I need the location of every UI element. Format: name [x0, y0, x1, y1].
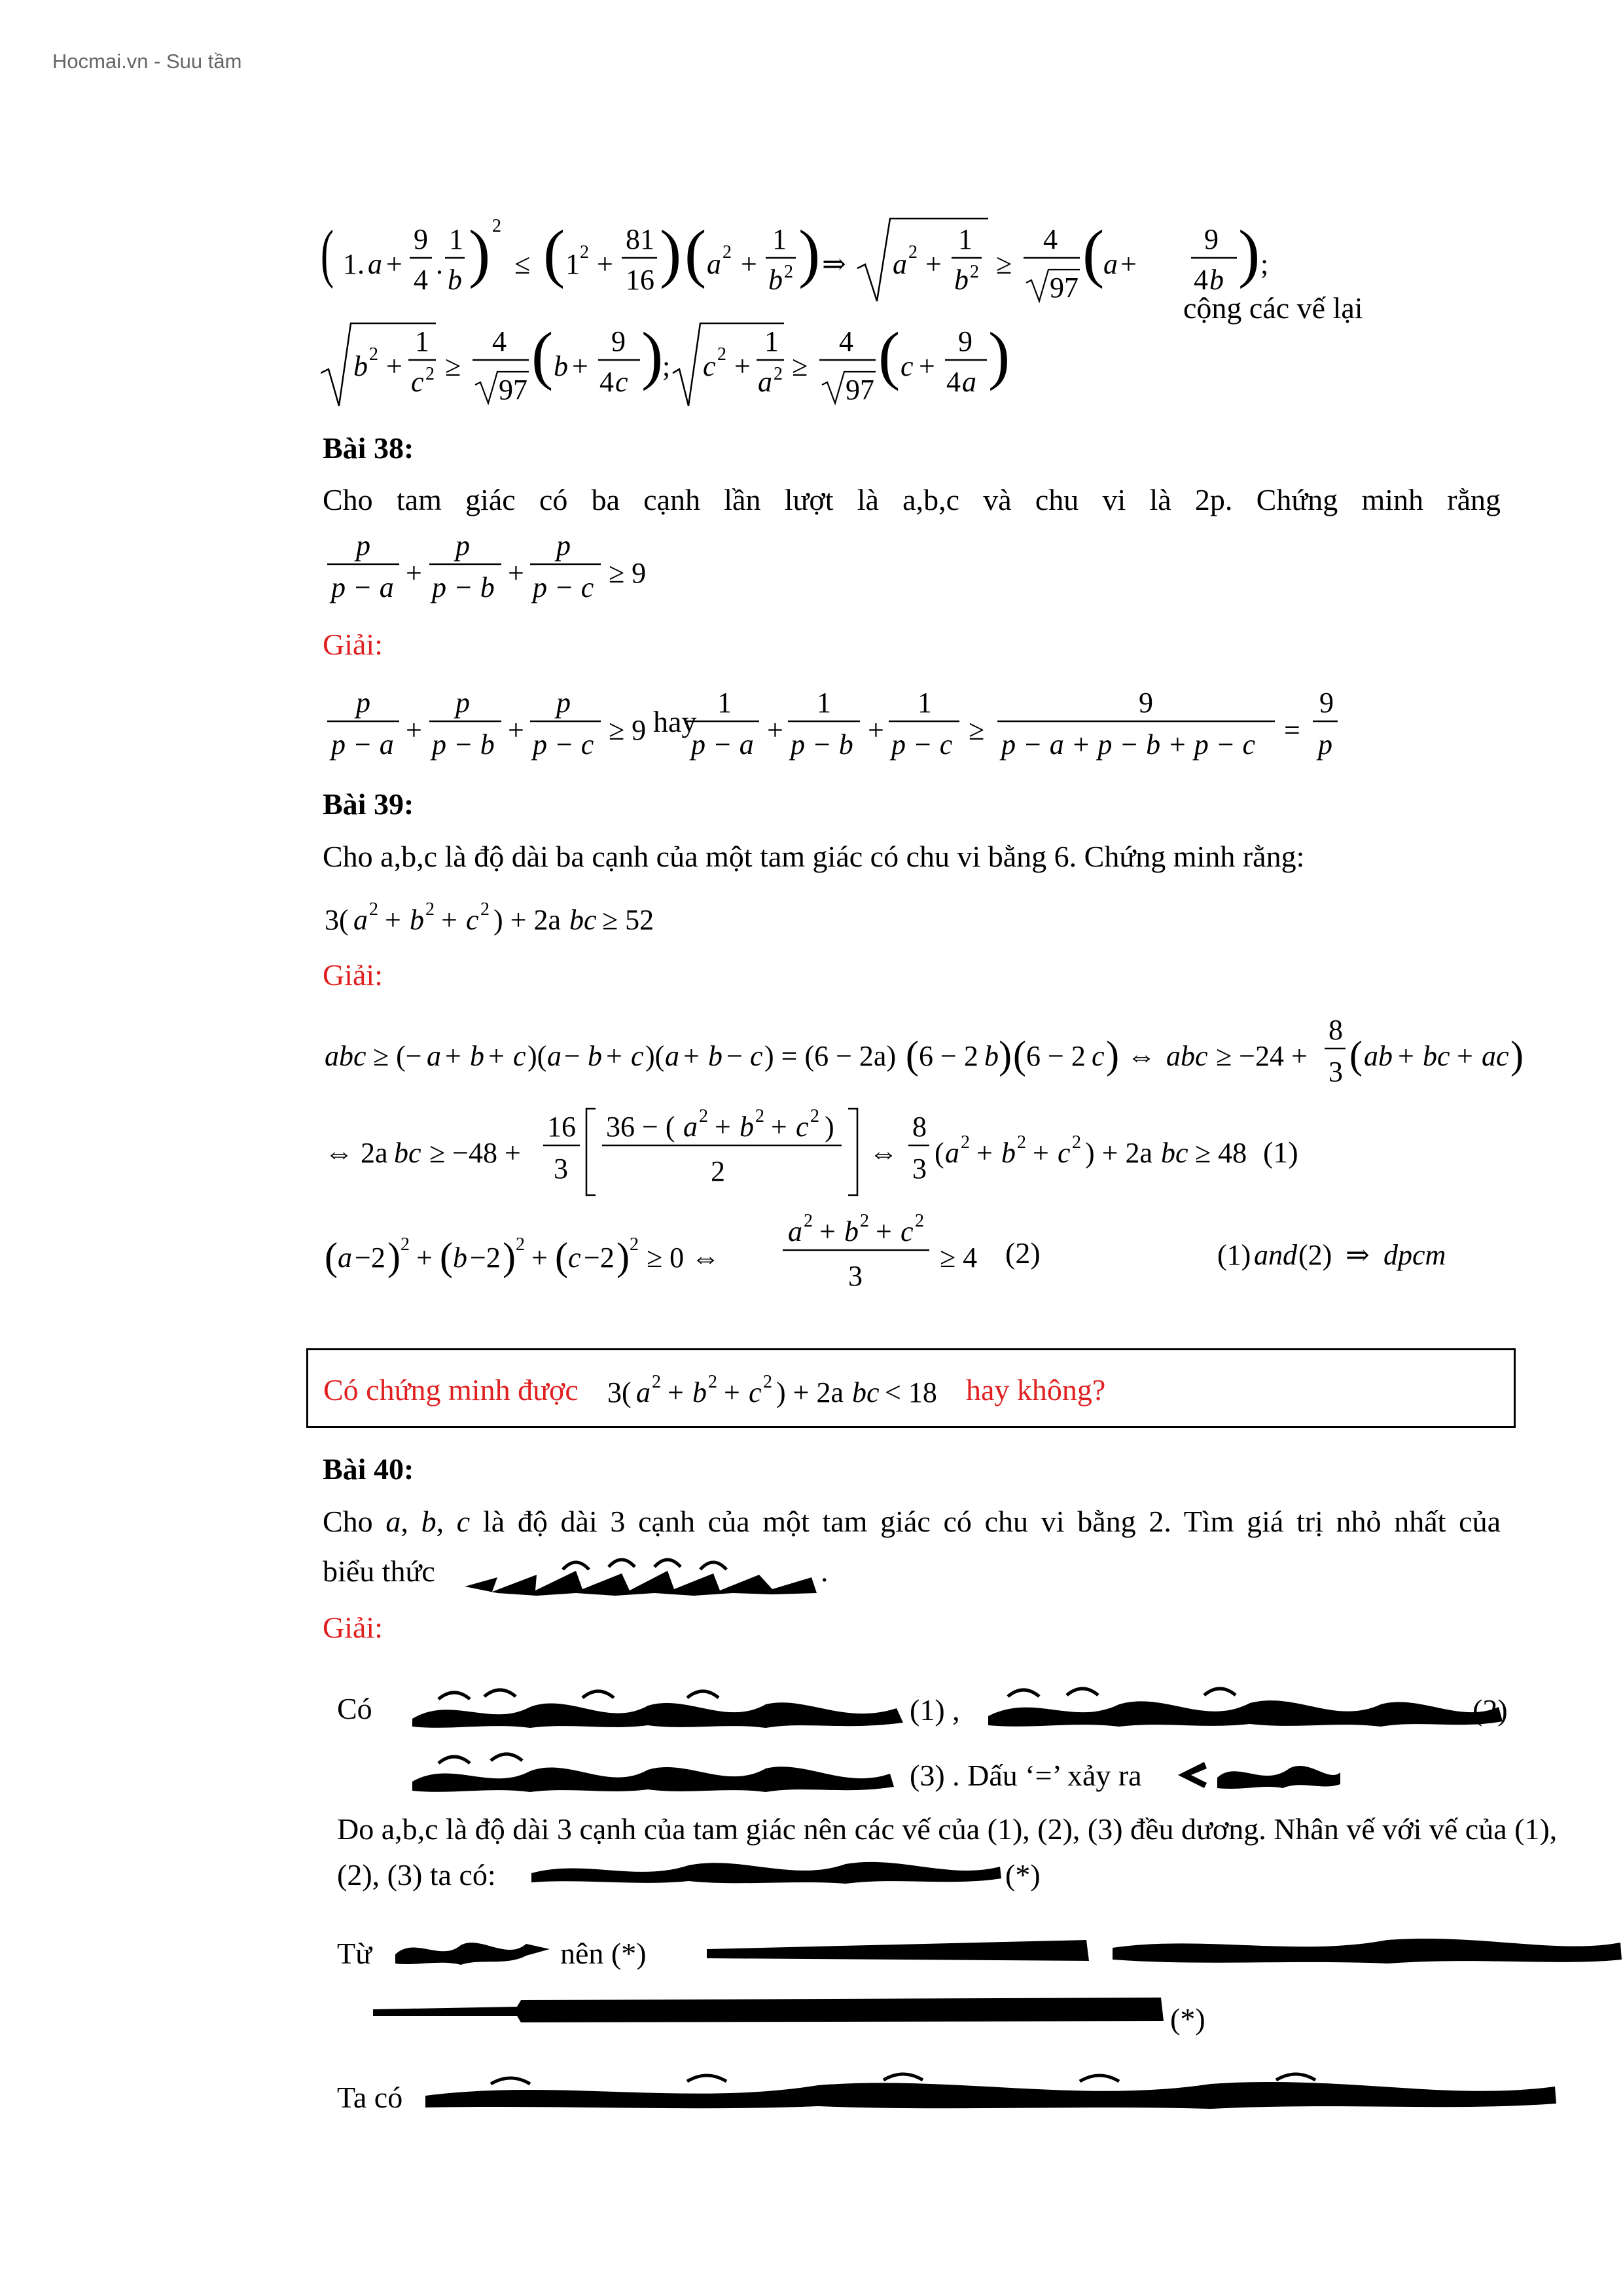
svg-text:): ) — [469, 217, 491, 289]
svg-text:1: 1 — [717, 687, 732, 719]
svg-text:c: c — [1058, 1137, 1071, 1169]
svg-text:p: p — [556, 687, 571, 719]
svg-text:2: 2 — [722, 242, 732, 262]
bai38-statement: Cho tam giác có ba cạnh lần lượt là a,b,c và chu vi là 2p. Chứng minh rằng — [323, 483, 1501, 516]
bai40-heading: Bài 40: — [323, 1452, 414, 1486]
svg-text:+: + — [1457, 1040, 1473, 1072]
bai40-label-1: (1) , — [910, 1693, 960, 1727]
svg-text:≥ −24 +: ≥ −24 + — [1216, 1040, 1308, 1072]
svg-text:+: + — [1120, 248, 1137, 280]
svg-text:2: 2 — [425, 899, 435, 920]
svg-text:b: b — [984, 1040, 999, 1072]
bai40-statement — [323, 1504, 1501, 1539]
question-math — [607, 1365, 974, 1415]
svg-text:ab: ab — [1364, 1040, 1393, 1072]
svg-text:): ) — [999, 1033, 1012, 1077]
svg-text:81: 81 — [626, 223, 654, 255]
svg-text:2: 2 — [804, 1211, 813, 1231]
svg-text:): ) — [503, 1235, 516, 1278]
svg-text:+: + — [683, 1040, 700, 1072]
svg-text:2: 2 — [480, 899, 490, 920]
svg-text:bc: bc — [394, 1137, 421, 1169]
svg-text:9: 9 — [1204, 223, 1219, 255]
svg-text:c: c — [411, 366, 424, 398]
svg-text:a: a — [962, 366, 976, 398]
corrupted-condition — [395, 1929, 552, 1969]
svg-text:1.: 1. — [343, 248, 365, 280]
svg-text:(: ( — [878, 319, 901, 391]
corrupted-equality-condition — [1178, 1749, 1342, 1795]
svg-text:+: + — [771, 1111, 787, 1143]
svg-text:2: 2 — [763, 1372, 772, 1392]
svg-text:c: c — [749, 1376, 762, 1408]
svg-text:a: a — [707, 248, 721, 280]
svg-text:+: + — [767, 714, 783, 746]
intro-note: cộng các vế lại — [1183, 291, 1363, 325]
corrupted-formula-1 — [412, 1682, 910, 1734]
svg-text:+: + — [508, 557, 524, 589]
svg-text:p − a: p − a — [331, 728, 394, 761]
svg-text:b: b — [692, 1376, 707, 1408]
svg-text:2: 2 — [516, 1234, 525, 1255]
svg-text:+: + — [488, 1040, 505, 1072]
svg-text:c: c — [901, 350, 914, 382]
bai39-heading: Bài 39: — [323, 787, 414, 821]
svg-text:4: 4 — [599, 366, 614, 398]
svg-text:< 18: < 18 — [885, 1376, 937, 1408]
svg-text:): ) — [641, 319, 664, 391]
svg-text:≥ 9: ≥ 9 — [609, 714, 647, 746]
svg-text:(: ( — [1013, 1033, 1026, 1077]
svg-text:b: b — [588, 1040, 602, 1072]
bai39-label-1: (1) — [1263, 1136, 1298, 1169]
svg-text:≥: ≥ — [792, 350, 808, 382]
svg-text:b: b — [410, 904, 424, 936]
svg-text:1: 1 — [449, 223, 463, 255]
svg-text:+: + — [734, 350, 751, 382]
svg-text:a: a — [683, 1111, 698, 1143]
redacted-block-3 — [425, 2070, 1558, 2115]
svg-text:4: 4 — [1194, 264, 1208, 296]
svg-text:bc: bc — [1423, 1040, 1450, 1072]
svg-text:b: b — [448, 264, 462, 296]
svg-text:b: b — [353, 350, 368, 382]
svg-text:b: b — [554, 350, 568, 382]
svg-text:(: ( — [935, 1137, 944, 1169]
svg-text:bc: bc — [1161, 1137, 1188, 1169]
svg-text:6 − 2: 6 − 2 — [1026, 1040, 1086, 1072]
svg-text:p − b: p − b — [432, 571, 495, 603]
svg-text:+: + — [919, 350, 935, 382]
svg-text:16: 16 — [626, 264, 654, 296]
svg-text:≥ 48: ≥ 48 — [1195, 1137, 1247, 1169]
svg-text:⇒: ⇒ — [822, 248, 846, 280]
svg-text:+: + — [406, 714, 422, 746]
svg-text:97: 97 — [499, 374, 527, 406]
bai39-step1 — [325, 1008, 1581, 1100]
bai40-label-2: (2) — [1472, 1693, 1508, 1727]
svg-text:2: 2 — [908, 242, 918, 262]
svg-text:+: + — [406, 557, 422, 589]
svg-text:3(: 3( — [325, 904, 349, 936]
bai38-heading: Bài 38: — [323, 431, 414, 465]
svg-text:(: ( — [543, 217, 565, 289]
svg-text:(: ( — [1082, 217, 1105, 289]
svg-text:4: 4 — [946, 366, 961, 398]
svg-text:): ) — [1106, 1033, 1119, 1077]
svg-text:−2: −2 — [470, 1242, 501, 1274]
svg-text:3(: 3( — [607, 1376, 632, 1408]
svg-text:+: + — [741, 248, 757, 280]
svg-text:c: c — [615, 366, 628, 398]
svg-text:−2: −2 — [584, 1242, 615, 1274]
svg-text:c: c — [631, 1040, 644, 1072]
svg-text:+: + — [597, 248, 613, 280]
corrupted-formula-3 — [412, 1746, 897, 1799]
svg-text:p: p — [356, 529, 370, 562]
svg-text:≥ 9: ≥ 9 — [609, 557, 647, 589]
svg-text:a: a — [945, 1137, 959, 1169]
svg-text:a: a — [893, 248, 907, 280]
svg-text:a: a — [547, 1040, 562, 1072]
svg-text:97: 97 — [846, 374, 874, 406]
svg-text:(: ( — [685, 217, 707, 289]
svg-text:+: + — [531, 1242, 548, 1274]
svg-text:b: b — [1209, 264, 1224, 296]
svg-text:8: 8 — [912, 1111, 927, 1143]
svg-text:2: 2 — [401, 1234, 410, 1255]
svg-text:(: ( — [321, 217, 334, 289]
svg-text:≥ −48 +: ≥ −48 + — [429, 1137, 521, 1169]
corrupted-formula-image — [458, 1551, 825, 1604]
svg-text:b: b — [768, 264, 783, 296]
svg-text:a: a — [368, 248, 382, 280]
svg-text:3: 3 — [554, 1153, 568, 1185]
svg-text:+: + — [386, 248, 402, 280]
svg-text:9: 9 — [1139, 687, 1153, 719]
svg-text:3: 3 — [1329, 1056, 1343, 1088]
svg-text:1: 1 — [817, 687, 831, 719]
svg-text:2: 2 — [492, 216, 501, 236]
intro-inequality-line2 — [321, 308, 1041, 412]
bai39-solution-label: Giải: — [323, 958, 383, 992]
bai39-label-2: (2) — [1005, 1236, 1041, 1270]
svg-text:p − c: p − c — [533, 571, 594, 603]
svg-text:2: 2 — [708, 1372, 717, 1392]
svg-text:2: 2 — [774, 364, 783, 384]
bai40-label-3: (3) . Dấu ‘=’ xảy ra — [910, 1759, 1142, 1792]
svg-text:⇒: ⇒ — [1346, 1239, 1370, 1271]
bai38-solution-label: Giải: — [323, 628, 383, 661]
svg-text:≥ 52: ≥ 52 — [602, 904, 654, 936]
svg-text:+: + — [1033, 1137, 1049, 1169]
svg-text:(: ( — [1349, 1033, 1363, 1077]
svg-text:c: c — [901, 1215, 914, 1247]
svg-text:b: b — [1001, 1137, 1016, 1169]
svg-text:c: c — [750, 1040, 763, 1072]
svg-text:a: a — [427, 1040, 441, 1072]
svg-text:p: p — [356, 687, 370, 719]
svg-text:+: + — [572, 350, 588, 382]
bai38-claim — [327, 524, 720, 615]
svg-text:): ) — [1238, 217, 1260, 289]
svg-text:2: 2 — [369, 344, 378, 365]
svg-text:1: 1 — [918, 687, 932, 719]
svg-text:6 − 2: 6 − 2 — [919, 1040, 978, 1072]
svg-text:+: + — [715, 1111, 731, 1143]
corrupted-product-formula — [531, 1850, 1003, 1889]
svg-text:and: and — [1254, 1239, 1297, 1271]
question-text-after: hay không? — [966, 1373, 1106, 1407]
svg-text:+: + — [868, 714, 884, 746]
svg-text:c: c — [513, 1040, 526, 1072]
svg-text:b: b — [453, 1242, 467, 1274]
svg-text:): ) — [660, 217, 682, 289]
svg-text:2: 2 — [699, 1106, 708, 1126]
bai40-star: (*) — [1005, 1858, 1041, 1892]
svg-text:) + 2a: ) + 2a — [1085, 1137, 1152, 1169]
bai39-statement: Cho a,b,c là độ dài ba cạnh của một tam giác có chu vi bằng 6. Chứng minh rằng: — [323, 840, 1305, 873]
svg-text:(: ( — [906, 1033, 919, 1077]
bai39-conclusion — [1217, 1230, 1479, 1276]
svg-text:c: c — [796, 1111, 809, 1143]
svg-text:2: 2 — [784, 262, 793, 282]
svg-text:≥: ≥ — [445, 350, 461, 382]
svg-text:b: b — [844, 1215, 859, 1247]
svg-text:p − a: p − a — [691, 728, 754, 761]
svg-text:9: 9 — [611, 325, 626, 357]
bai39-claim — [325, 890, 691, 949]
svg-text:2: 2 — [961, 1132, 970, 1153]
svg-text:+: + — [819, 1215, 836, 1247]
svg-text:) + 2a: ) + 2a — [493, 904, 561, 936]
svg-text:−: − — [726, 1040, 743, 1072]
svg-text:+: + — [508, 714, 524, 746]
svg-text:+: + — [724, 1376, 740, 1408]
svg-text:≤: ≤ — [514, 248, 531, 280]
svg-text:2: 2 — [369, 899, 378, 920]
svg-text:+: + — [876, 1215, 892, 1247]
corrupted-formula-2 — [988, 1681, 1505, 1733]
svg-text:+: + — [1398, 1040, 1414, 1072]
svg-text:1: 1 — [772, 223, 787, 255]
svg-text:2: 2 — [580, 242, 589, 262]
svg-text:+: + — [668, 1376, 684, 1408]
svg-text:1: 1 — [415, 325, 429, 357]
svg-text:): ) — [798, 217, 821, 289]
svg-text:p: p — [455, 687, 470, 719]
bai40-statement-part-3: là độ dài 3 cạnh của một tam giác có chu vi bằng 2. Tìm giá trị nhỏ nhất của — [470, 1505, 1501, 1538]
svg-text:p − b: p − b — [791, 728, 853, 761]
svg-text:97: 97 — [1050, 272, 1079, 304]
svg-text:p − a: p − a — [331, 571, 394, 603]
svg-text:p − c: p − c — [891, 728, 953, 761]
bai40-statement-line2: biểu thức — [323, 1554, 435, 1588]
redacted-block-1 — [707, 1931, 1623, 1970]
svg-text:abc: abc — [325, 1040, 366, 1072]
bai40-taco: Ta có — [337, 2081, 403, 2114]
svg-text:2: 2 — [1072, 1132, 1081, 1153]
bai40-statement-vars: a, b, c — [385, 1505, 471, 1538]
svg-text:)(: )( — [645, 1040, 665, 1072]
svg-text:−2: −2 — [355, 1242, 385, 1274]
bai39-step3 — [325, 1204, 1058, 1309]
svg-text:≥ 4: ≥ 4 — [940, 1242, 978, 1274]
bai40-co: Có — [337, 1692, 372, 1725]
svg-text:b: b — [708, 1040, 722, 1072]
svg-text:c: c — [568, 1242, 581, 1274]
svg-text:): ) — [825, 1111, 834, 1143]
svg-text:(: ( — [555, 1235, 568, 1278]
redacted-block-2 — [373, 1990, 1165, 2029]
bai40-statement-part-1: Cho — [323, 1505, 386, 1538]
svg-text:+: + — [386, 350, 402, 382]
svg-text:): ) — [1510, 1033, 1524, 1077]
svg-text:9: 9 — [958, 325, 972, 357]
svg-text:a: a — [636, 1376, 651, 1408]
svg-text:bc: bc — [852, 1376, 880, 1408]
question-text-before: Có chứng minh được — [323, 1373, 579, 1407]
svg-text:abc: abc — [1166, 1040, 1208, 1072]
svg-text:9: 9 — [1319, 687, 1334, 719]
svg-text:+: + — [976, 1137, 993, 1169]
svg-text:(2): (2) — [1298, 1239, 1332, 1271]
svg-text:4: 4 — [839, 325, 853, 357]
svg-text:.: . — [436, 248, 443, 280]
svg-text:⇔: ⇔ — [869, 1137, 898, 1169]
svg-text:bc: bc — [569, 904, 597, 936]
svg-text:(: ( — [325, 1235, 338, 1278]
svg-text:3: 3 — [912, 1153, 927, 1185]
svg-text:⇔: ⇔ — [1127, 1040, 1156, 1072]
svg-text:+: + — [416, 1242, 433, 1274]
svg-text:8: 8 — [1329, 1014, 1343, 1046]
bai40-reason: Do a,b,c là độ dài 3 cạnh của tam giác nên các vế của (1), (2), (3) đều dương. Nhân vế với vế của (1), — [337, 1812, 1558, 1846]
svg-text:p: p — [556, 529, 571, 562]
svg-text:) = (6 − 2a): ) = (6 − 2a) — [764, 1040, 897, 1072]
svg-text:(: ( — [440, 1235, 453, 1278]
intro-inequality-line1 — [321, 209, 1191, 314]
svg-text:a: a — [1103, 248, 1118, 280]
svg-text:=: = — [1284, 714, 1300, 746]
svg-text:) + 2a: ) + 2a — [776, 1376, 844, 1408]
bai40-tu: Từ — [337, 1937, 372, 1970]
svg-text:): ) — [988, 319, 1010, 391]
svg-text:b: b — [470, 1040, 484, 1072]
svg-text:+: + — [441, 904, 457, 936]
svg-text:9: 9 — [414, 223, 428, 255]
svg-text:2: 2 — [1017, 1132, 1026, 1153]
svg-text:1: 1 — [958, 223, 972, 255]
svg-text:2: 2 — [915, 1211, 924, 1231]
bai40-solution-label: Giải: — [323, 1611, 383, 1644]
svg-text:2: 2 — [970, 262, 979, 282]
svg-text:ac: ac — [1482, 1040, 1509, 1072]
svg-text:≥: ≥ — [996, 248, 1012, 280]
bai40-reason-line2: (2), (3) ta có: — [337, 1858, 496, 1892]
svg-text:2: 2 — [425, 364, 435, 384]
svg-text:;: ; — [1260, 248, 1269, 280]
svg-text:⇔ 2a: ⇔ 2a — [325, 1137, 388, 1169]
svg-text:a: a — [338, 1242, 352, 1274]
svg-text:+: + — [445, 1040, 461, 1072]
svg-text:4: 4 — [1043, 223, 1058, 255]
svg-text:4: 4 — [414, 264, 428, 296]
svg-text:c: c — [466, 904, 479, 936]
svg-text:4: 4 — [492, 325, 507, 357]
bai39-step2 — [325, 1100, 1346, 1204]
bai38-solution — [327, 681, 1348, 772]
svg-text:1: 1 — [764, 325, 779, 357]
svg-text:2: 2 — [652, 1372, 661, 1392]
svg-text:1: 1 — [565, 248, 580, 280]
svg-text:2: 2 — [630, 1234, 639, 1255]
svg-text:p − b: p − b — [432, 728, 495, 761]
svg-text:p − c: p − c — [533, 728, 594, 761]
svg-text:+: + — [385, 904, 401, 936]
svg-text:p − a + p − b + p − c: p − a + p − b + p − c — [1001, 728, 1255, 761]
svg-text:a: a — [788, 1215, 802, 1247]
svg-text:c: c — [703, 350, 716, 382]
svg-text:): ) — [387, 1235, 401, 1278]
svg-text:2: 2 — [810, 1106, 819, 1126]
svg-text:≥ (−: ≥ (− — [373, 1040, 422, 1072]
svg-text:2: 2 — [860, 1211, 869, 1231]
svg-text:−: − — [564, 1040, 580, 1072]
svg-text:2: 2 — [717, 344, 726, 365]
svg-text:2: 2 — [711, 1155, 725, 1187]
svg-text:+: + — [606, 1040, 622, 1072]
svg-text:≥ 0 ⇔: ≥ 0 ⇔ — [647, 1242, 721, 1274]
bai40-period: . — [821, 1554, 829, 1588]
svg-text:3: 3 — [848, 1260, 863, 1292]
svg-text:p: p — [1318, 728, 1332, 761]
svg-text:16: 16 — [547, 1111, 576, 1143]
svg-text:a: a — [353, 904, 368, 936]
svg-text:c: c — [1092, 1040, 1105, 1072]
svg-text:≥: ≥ — [969, 714, 985, 746]
svg-text:+: + — [925, 248, 942, 280]
bai40-star-2: (*) — [1170, 2002, 1205, 2036]
svg-text:dpcm: dpcm — [1383, 1239, 1446, 1271]
svg-text:2: 2 — [755, 1106, 764, 1126]
svg-text:)(: )( — [527, 1040, 547, 1072]
svg-text:;: ; — [662, 350, 671, 382]
svg-text:(1): (1) — [1217, 1239, 1251, 1271]
svg-text:p: p — [455, 529, 470, 562]
svg-text:(: ( — [531, 319, 554, 391]
svg-text:): ) — [616, 1235, 630, 1278]
bai38-hay: hay — [653, 705, 697, 738]
source-header: Hocmai.vn - Suu tầm — [52, 50, 242, 73]
svg-text:a: a — [758, 366, 772, 398]
svg-text:b: b — [740, 1111, 754, 1143]
svg-text:b: b — [954, 264, 969, 296]
svg-text:a: a — [665, 1040, 679, 1072]
bai40-nen: nên (*) — [560, 1937, 647, 1970]
svg-text:36 − (: 36 − ( — [606, 1111, 675, 1143]
